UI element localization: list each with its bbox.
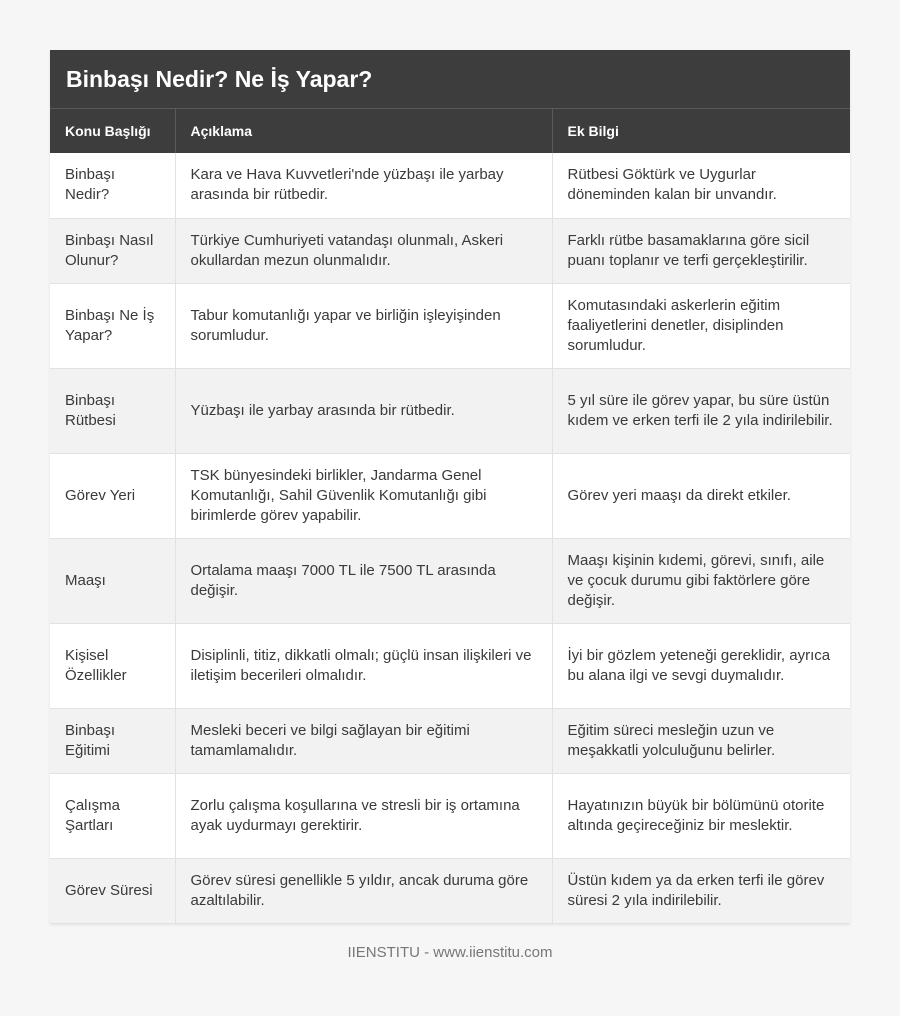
cell-extra-info: Eğitim süreci mesleğin uzun ve meşakkatli yolculuğunu belirler. (552, 708, 850, 773)
cell-extra-info: Komutasındaki askerlerin eğitim faaliyetlerini denetler, disiplinden sorumludur. (552, 283, 850, 368)
cell-topic: Binbaşı Ne İş Yapar? (50, 283, 175, 368)
cell-topic: Maaşı (50, 538, 175, 623)
table-row (50, 153, 850, 218)
cell-extra-info: Üstün kıdem ya da erken terfi ile görev süresi 2 yıla indirilebilir. (552, 858, 850, 923)
cell-description: Zorlu çalışma koşullarına ve stresli bir iş ortamına ayak uydurmayı gerektirir. (175, 773, 552, 858)
table-row (50, 538, 850, 623)
cell-description: Tabur komutanlığı yapar ve birliğin işleyişinden sorumludur. (175, 283, 552, 368)
cell-description: Yüzbaşı ile yarbay arasında bir rütbedir. (175, 368, 552, 453)
cell-description: Ortalama maaşı 7000 TL ile 7500 TL arasında değişir. (175, 538, 552, 623)
cell-topic: Binbaşı Eğitimi (50, 708, 175, 773)
table-row (50, 623, 850, 708)
column-header-description: Açıklama (175, 109, 552, 154)
cell-extra-info: Görev yeri maaşı da direkt etkiler. (552, 453, 850, 538)
table-row (50, 453, 850, 538)
table-row (50, 218, 850, 283)
cell-description: Mesleki beceri ve bilgi sağlayan bir eğitimi tamamlamalıdır. (175, 708, 552, 773)
cell-topic: Binbaşı Nedir? (50, 153, 175, 218)
cell-extra-info: İyi bir gözlem yeteneği gereklidir, ayrıca bu alana ilgi ve sevgi duymalıdır. (552, 623, 850, 708)
cell-description: Türkiye Cumhuriyeti vatandaşı olunmalı, Askeri okullardan mezun olunmalıdır. (175, 218, 552, 283)
info-table-card (50, 50, 850, 924)
table-row (50, 708, 850, 773)
cell-topic: Binbaşı Rütbesi (50, 368, 175, 453)
cell-extra-info: Rütbesi Göktürk ve Uygurlar döneminden kalan bir unvandır. (552, 153, 850, 218)
info-table (50, 108, 850, 924)
cell-description: Kara ve Hava Kuvvetleri'nde yüzbaşı ile yarbay arasında bir rütbedir. (175, 153, 552, 218)
column-header-topic: Konu Başlığı (50, 109, 175, 154)
cell-topic: Binbaşı Nasıl Olunur? (50, 218, 175, 283)
cell-topic: Görev Süresi (50, 858, 175, 923)
cell-extra-info: Maaşı kişinin kıdemi, görevi, sınıfı, aile ve çocuk durumu gibi faktörlere göre değişir. (552, 538, 850, 623)
cell-description: Görev süresi genellikle 5 yıldır, ancak duruma göre azaltılabilir. (175, 858, 552, 923)
table-row (50, 773, 850, 858)
table-row (50, 368, 850, 453)
cell-extra-info: Hayatınızın büyük bir bölümünü otorite altında geçireceğiniz bir meslektir. (552, 773, 850, 858)
column-header-extra-info: Ek Bilgi (552, 109, 850, 154)
table-row (50, 858, 850, 923)
footer-credit: IIENSTITU - www.iienstitu.com (347, 944, 553, 961)
cell-topic: Kişisel Özellikler (50, 623, 175, 708)
cell-topic: Çalışma Şartları (50, 773, 175, 858)
table-row (50, 283, 850, 368)
table-title: Binbaşı Nedir? Ne İş Yapar? (50, 50, 850, 108)
cell-extra-info: 5 yıl süre ile görev yapar, bu süre üstün kıdem ve erken terfi ile 2 yıla indirilebilir. (552, 368, 850, 453)
cell-topic: Görev Yeri (50, 453, 175, 538)
table-body (50, 153, 850, 923)
cell-extra-info: Farklı rütbe basamaklarına göre sicil puanı toplanır ve terfi gerçekleştirilir. (552, 218, 850, 283)
header-row (50, 109, 850, 154)
cell-description: Disiplinli, titiz, dikkatli olmalı; güçlü insan ilişkileri ve iletişim becerileri olmalıdır. (175, 623, 552, 708)
cell-description: TSK bünyesindeki birlikler, Jandarma Genel Komutanlığı, Sahil Güvenlik Komutanlığı gibi birimlerde görev yapabilir. (175, 453, 552, 538)
table-header (50, 109, 850, 154)
